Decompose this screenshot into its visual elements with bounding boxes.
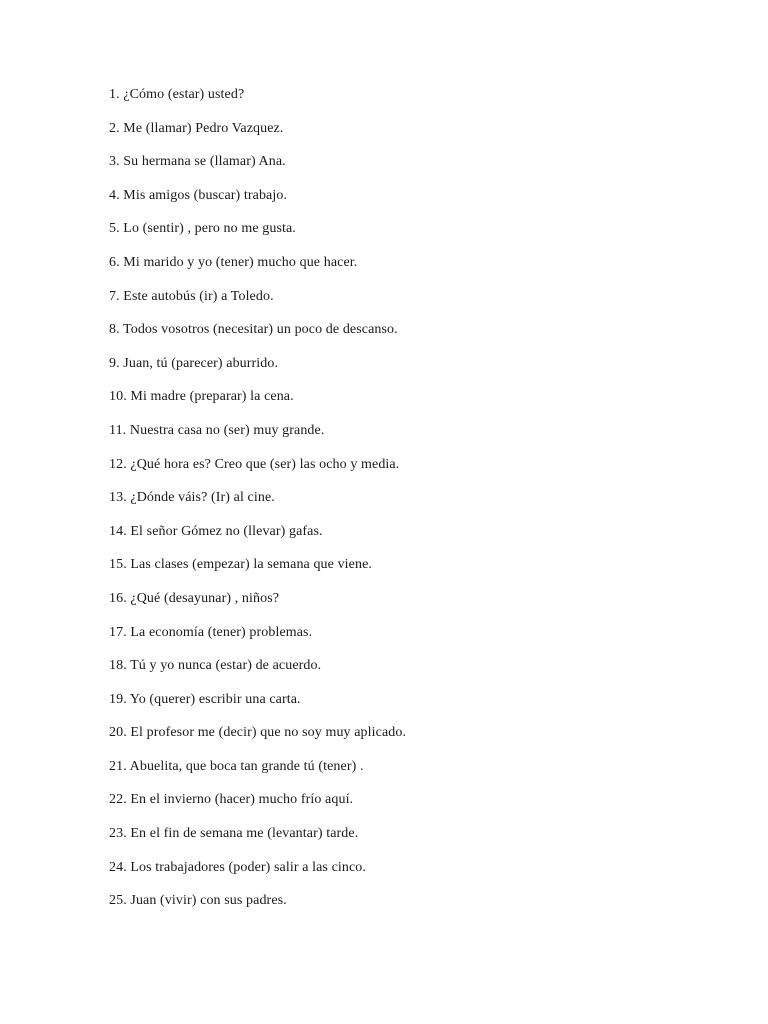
exercise-item-8: 8. Todos vosotros (necesitar) un poco de descanso.: [109, 322, 398, 338]
exercise-item-4: 4. Mis amigos (buscar) trabajo.: [109, 187, 288, 203]
exercise-item-20: 20. El profesor me (decir) que no soy muy aplicado.: [109, 725, 407, 741]
exercise-item-16: 16. ¿Qué (desayunar) , niños?: [109, 590, 280, 606]
exercise-item-17: 17. La economía (tener) problemas.: [109, 624, 313, 640]
exercise-item-7: 7. Este autobús (ir) a Toledo.: [109, 288, 274, 304]
exercise-item-15: 15. Las clases (empezar) la semana que viene.: [109, 557, 372, 573]
exercise-item-11: 11. Nuestra casa no (ser) muy grande.: [109, 422, 325, 438]
exercise-item-14: 14. El señor Gómez no (llevar) gafas.: [109, 523, 323, 539]
exercise-item-1: 1. ¿Cómo (estar) usted?: [109, 87, 245, 102]
exercise-item-22: 22. En el invierno (hacer) mucho frío aquí.: [109, 792, 354, 808]
exercise-list: [109, 84, 406, 924]
exercise-item-5: 5. Lo (sentir) , pero no me gusta.: [109, 221, 296, 237]
exercise-item-18: 18. Tú y yo nunca (estar) de acuerdo.: [109, 658, 322, 674]
exercise-item-6: 6. Mi marido y yo (tener) mucho que hacer.: [109, 254, 358, 270]
exercise-item-23: 23. En el fin de semana me (levantar) tarde.: [109, 826, 359, 842]
exercise-item-2: 2. Me (llamar) Pedro Vazquez.: [109, 120, 284, 136]
exercise-item-3: 3. Su hermana se (llamar) Ana.: [109, 154, 286, 170]
exercise-item-13: 13. ¿Dónde váis? (Ir) al cine.: [109, 490, 275, 506]
exercise-item-25: 25. Juan (vivir) con sus padres.: [109, 893, 287, 909]
exercise-item-12: 12. ¿Qué hora es? Creo que (ser) las ocho y media.: [109, 456, 400, 472]
exercise-item-9: 9. Juan, tú (parecer) aburrido.: [109, 355, 279, 371]
exercise-item-19: 19. Yo (querer) escribir una carta.: [109, 691, 301, 707]
exercise-item-10: 10. Mi madre (preparar) la cena.: [109, 389, 294, 405]
exercise-item-24: 24. Los trabajadores (poder) salir a las cinco.: [109, 859, 366, 875]
exercise-item-21: 21. Abuelita, que boca tan grande tú (tener) .: [109, 758, 364, 774]
